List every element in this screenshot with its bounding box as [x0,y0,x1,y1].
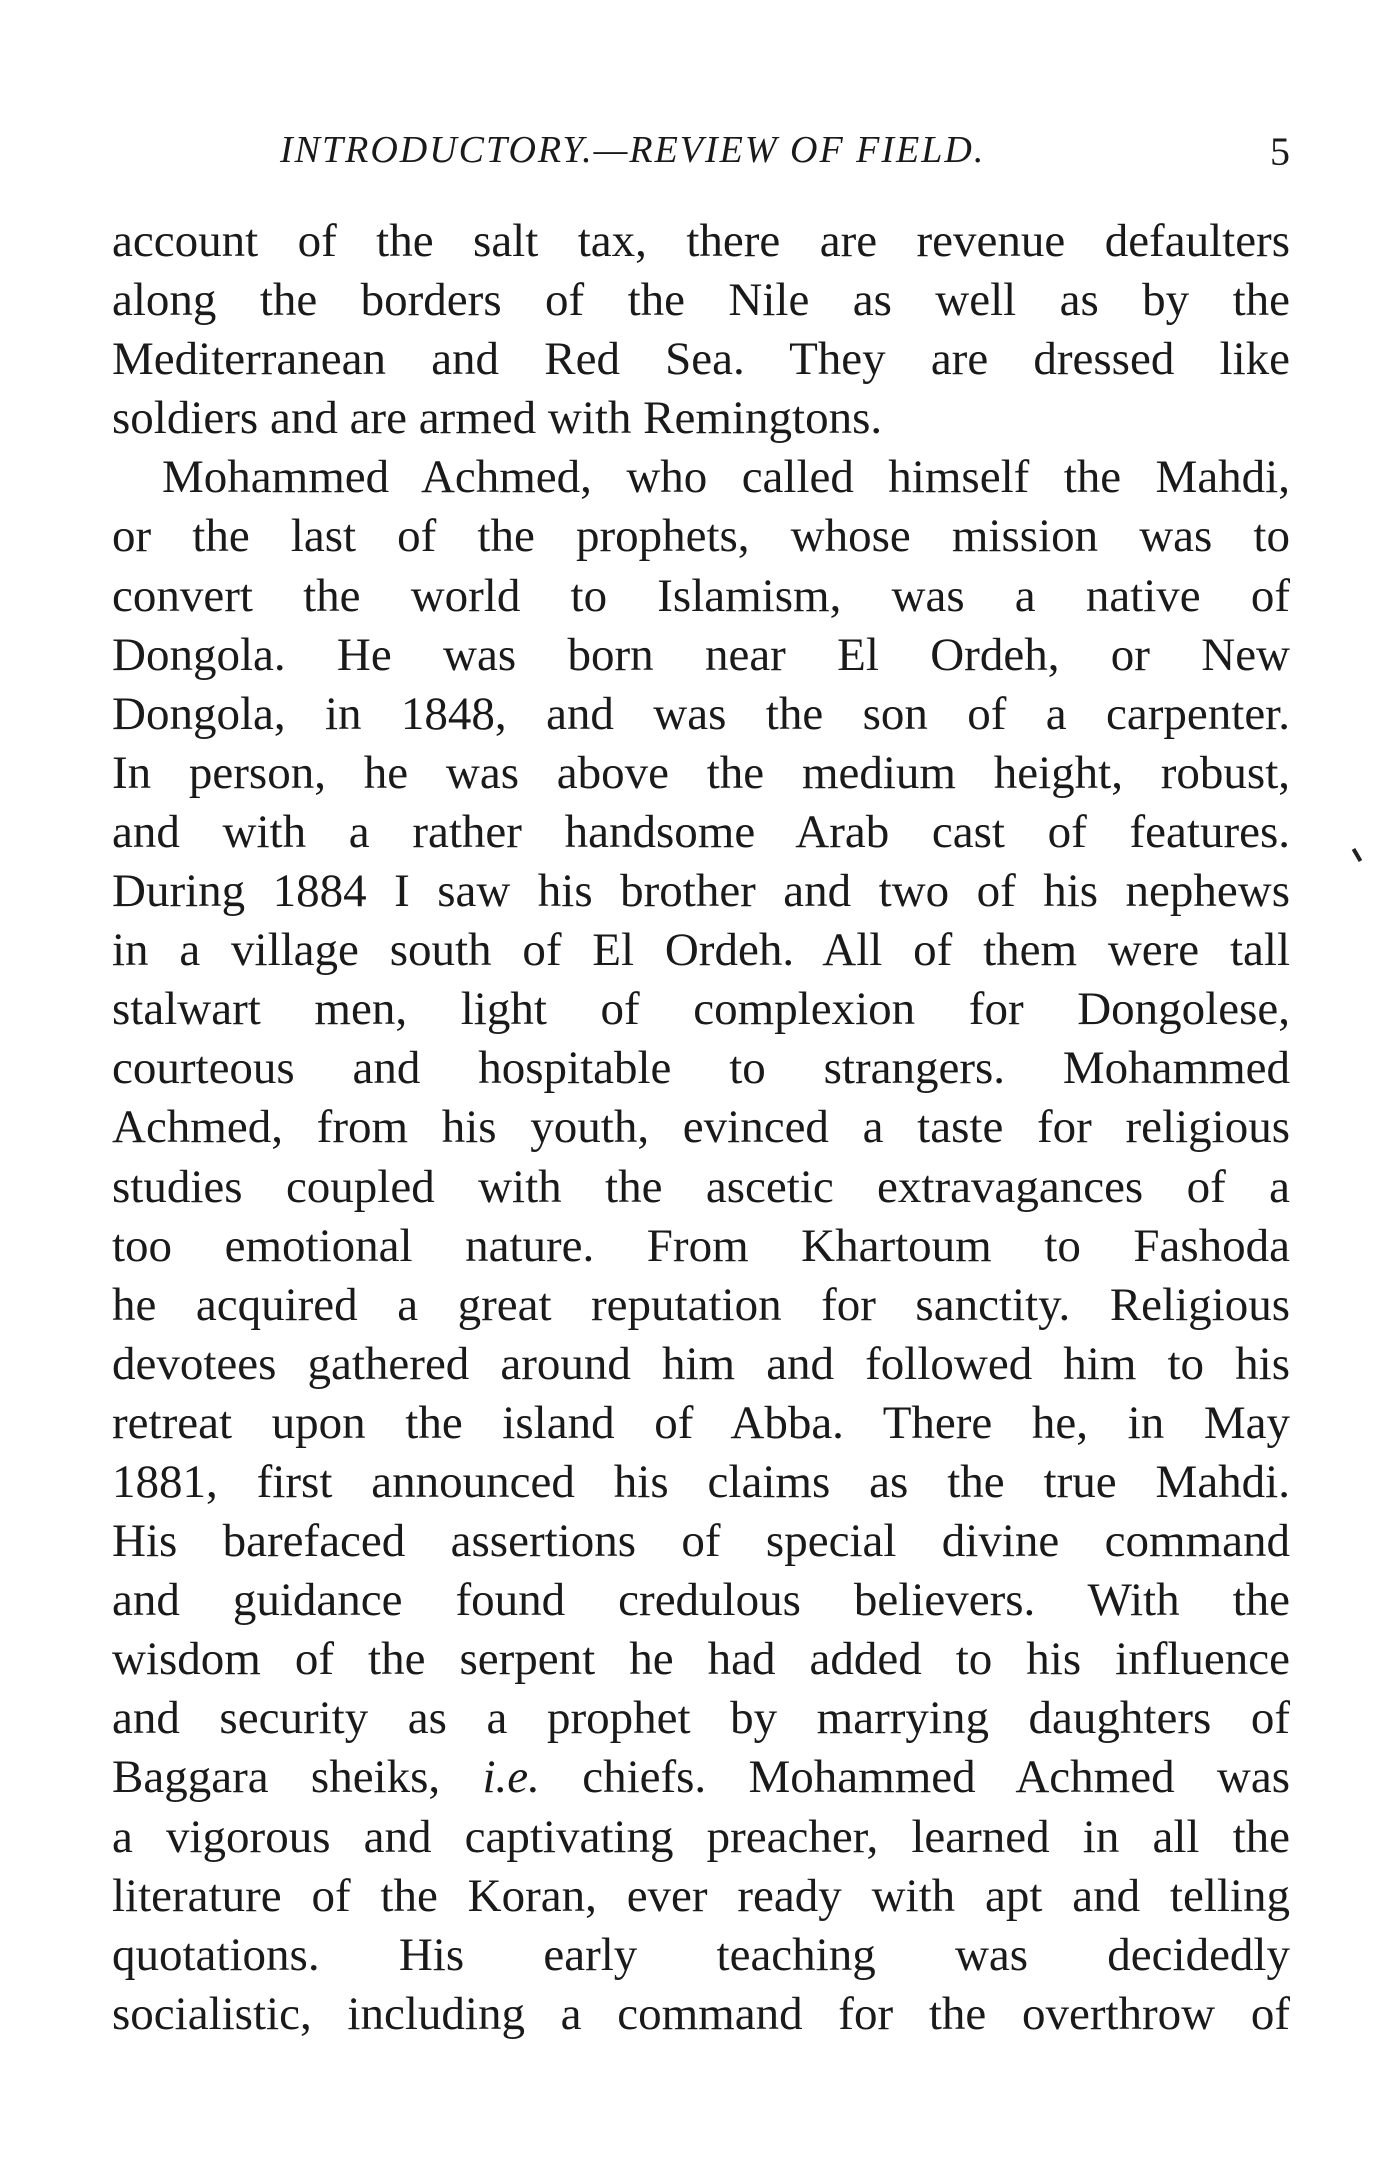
text-line-13: in a village south of El Ordeh. All of them were tall [112,924,1290,977]
abbreviation-ie: i.e. [482,1751,540,1804]
text-line-14: stalwart men, light of complexion for Dongolese, [112,983,1290,1036]
text-line-16: Achmed, from his youth, evinced a taste for religious [112,1101,1290,1154]
text-line-27-start: Baggara sheiks, [112,1751,483,1804]
text-line-26: and security as a prophet by marrying daughters of [112,1692,1290,1745]
text-line-25: wisdom of the serpent he had added to his influence [112,1633,1290,1686]
text-line-17: studies coupled with the ascetic extravagances of a [112,1160,1290,1213]
running-head: INTRODUCTORY.—REVIEW OF FIELD. [280,129,986,171]
text-line-27-end: chiefs. Mohammed Achmed was [539,1751,1290,1804]
text-line-31: socialistic, including a command for the overthrow of [112,1987,1290,2040]
text-line-1: account of the salt tax, there are revenue defaulters [112,215,1290,267]
text-line-3: Mediterranean and Red Sea. They are dressed like [112,333,1290,386]
text-line-18: too emotional nature. From Khartoum to Fashoda [112,1219,1290,1272]
text-line-29: literature of the Koran, ever ready with apt and telling [112,1869,1290,1922]
margin-ink-mark [1352,848,1362,862]
text-line-12: During 1884 I saw his brother and two of his nephews [112,865,1290,918]
text-line-4: soldiers and are armed with Remingtons. [112,392,883,445]
text-line-15: courteous and hospitable to strangers. Mohammed [112,1042,1290,1095]
text-line-19: he acquired a great reputation for sanctity. Religious [112,1278,1290,1331]
text-line-20: devotees gathered around him and followed him to his [112,1337,1290,1390]
text-line-2: along the borders of the Nile as well as by the [112,274,1290,327]
page-header [112,128,1290,188]
text-line-10: In person, he was above the medium height, robust, [112,746,1290,799]
text-line-23: His barefaced assertions of special divine command [112,1515,1290,1568]
text-line-5: Mohammed Achmed, who called himself the Mahdi, [162,451,1290,504]
text-line-9: Dongola, in 1848, and was the son of a carpenter. [112,687,1290,740]
text-line-22: 1881, first announced his claims as the true Mahdi. [112,1455,1290,1508]
text-line-8: Dongola. He was born near El Ordeh, or New [112,628,1290,681]
text-line-21: retreat upon the island of Abba. There he, in May [112,1396,1290,1449]
text-line-11: and with a rather handsome Arab cast of features. [112,805,1290,858]
text-line-24: and guidance found credulous believers. With the [112,1574,1290,1627]
text-line-7: convert the world to Islamism, was a native of [112,569,1290,622]
body-text [112,212,1290,2044]
text-line-30: quotations. His early teaching was decidedly [112,1928,1290,1981]
text-line-6: or the last of the prophets, whose mission was to [112,510,1290,563]
page-number: 5 [1270,129,1290,174]
text-line-27 [112,1748,1290,1807]
text-line-28: a vigorous and captivating preacher, learned in all the [112,1810,1290,1863]
